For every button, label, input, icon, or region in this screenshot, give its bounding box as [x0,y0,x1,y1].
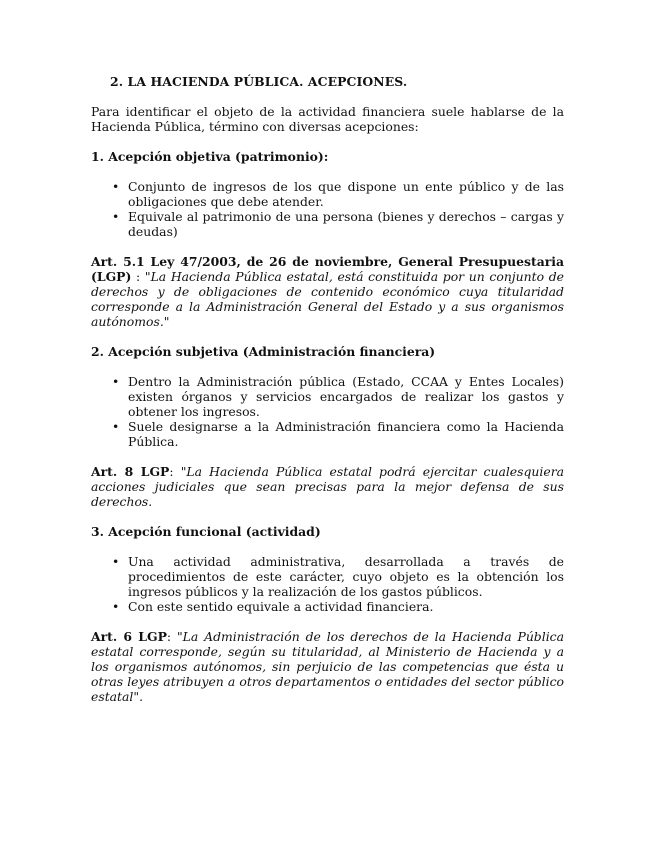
intro-paragraph: Para identificar el objeto de la actividad financiera suele hablarse de la Hacienda Pública, término con diversas acepciones: [91,104,564,134]
bullet-icon: • [112,419,120,434]
list-item-text: Dentro la Administración pública (Estado, CCAA y Entes Locales) existen órganos y servicios encargados de realizar los gastos y obtener los ingresos. [128,374,564,419]
list-item-text: Una actividad administrativa, desarrollada a través de procedimientos de este carácter, cuyo objeto es la obtención los ingresos públicos y la realización de los gastos públicos. [128,554,564,599]
article-8-paragraph [91,464,564,509]
list-item [91,419,564,449]
article-sep: : [169,464,181,479]
heading-acepcion-subjetiva: 2. Acepción subjetiva (Administración financiera) [91,344,436,359]
list-item [91,374,564,419]
article-ref: Art. 6 LGP [91,629,167,644]
list-item [91,179,564,209]
article-quote: "La Hacienda Pública estatal, está constituida por un conjunto de derechos y de obligaciones de contenido económico cuya titularidad corresponde a la Administración General del Estado y a sus organismos autónomos." [91,269,564,329]
bullet-icon: • [112,599,120,614]
article-sep: : [166,629,177,644]
article-quote: "La Hacienda Pública estatal podrá ejercitar cualesquiera acciones judiciales que sean precisas para la mejor defensa de sus derechos. [91,464,565,509]
bullet-icon: • [112,374,120,389]
list-item [91,209,564,239]
bullet-icon: • [112,179,120,194]
heading-acepcion-funcional: 3. Acepción funcional (actividad) [91,524,321,539]
document-page [91,74,564,719]
heading-acepcion-objetiva: 1. Acepción objetiva (patrimonio): [91,149,329,164]
list-acepcion-objetiva [91,179,564,239]
bullet-icon: • [112,209,120,224]
article-ref: Art. 5.1 Ley 47/2003, de 26 de noviembre, General Presupuestaria (LGP) [91,254,564,284]
article-6-paragraph [91,629,564,704]
article-quote: "La Administración de los derechos de la Hacienda Pública estatal corresponde, según su titularidad, al Ministerio de Hacienda y a los organismos autónomos, sin perjuicio de las competencias que ésta u otras leyes atribuyen a otros departamentos o entidades del sector público estatal". [91,629,564,704]
list-acepcion-funcional [91,554,564,614]
list-item [91,554,564,599]
bullet-icon: • [112,554,120,569]
list-item-text: Equivale al patrimonio de una persona (bienes y derechos – cargas y deudas) [128,209,564,239]
list-item-text: Conjunto de ingresos de los que dispone un ente público y de las obligaciones que debe atender. [128,179,564,209]
article-sep: : [131,269,145,284]
list-item-text: Con este sentido equivale a actividad financiera. [128,599,434,614]
article-5-1-paragraph [91,254,564,329]
article-ref: Art. 8 LGP [91,464,170,479]
list-acepcion-subjetiva [91,374,564,449]
list-item-text: Suele designarse a la Administración financiera como la Hacienda Pública. [128,419,564,449]
section-title: 2. LA HACIENDA PÚBLICA. ACEPCIONES. [110,74,408,89]
list-item [91,599,564,614]
